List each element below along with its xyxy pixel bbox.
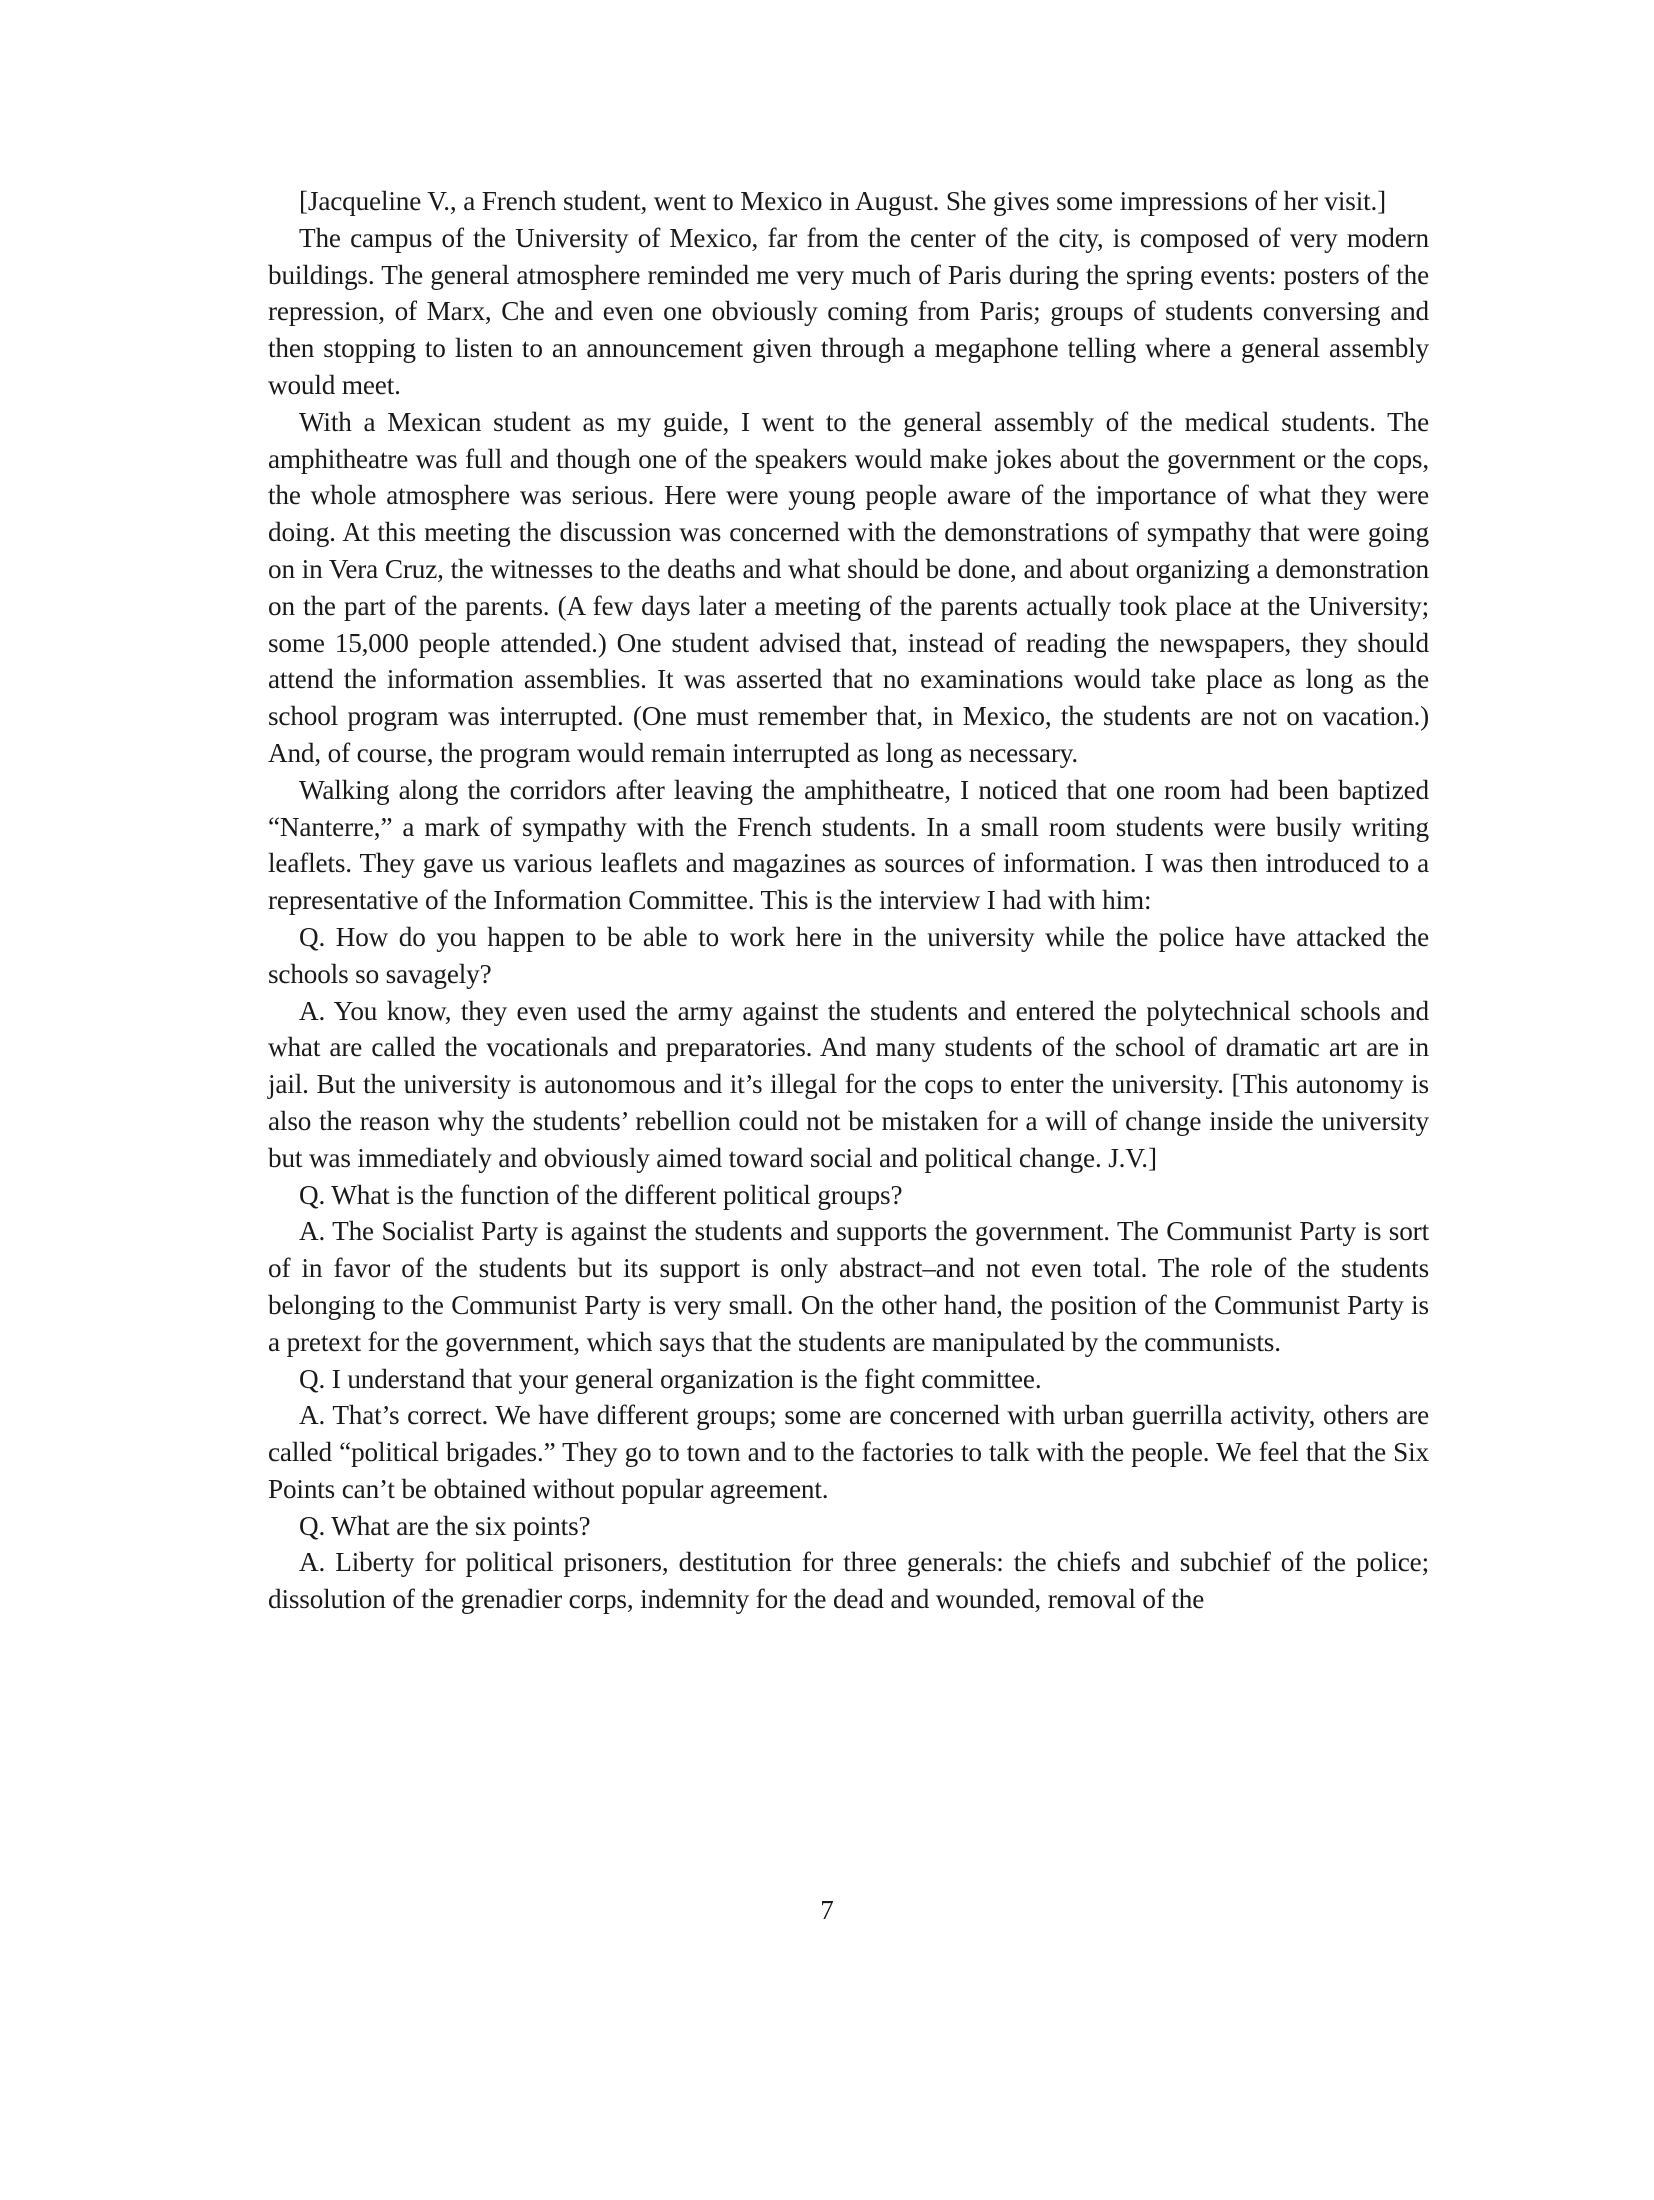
interview-answer-2: A. The Socialist Party is against the students and supports the government. The Communist Party is sort of in favor of the students but its support is only abstract–and not even total. The role of the students belonging to the Communist Party is very small. On the other hand, the position of the Communist Party is a pretext for the government, which says that the students are manipulated by the communists. (268, 1216, 1429, 1357)
interview-answer-1: A. You know, they even used the army against the students and entered the polytechnical schools and what are called the vocationals and preparatories. And many students of the school of dramatic art are in jail. But the university is autonomous and it’s illegal for the cops to enter the university. [This autonomy is also the reason why the students’ rebellion could not be mistaken for a will of change inside the university but was immediately and obviously aimed toward social and political change. J.V.] (268, 995, 1429, 1173)
interview-answer-4: A. Liberty for political prisoners, destitution for three generals: the chiefs and subchief of the police; dissolution of the grenadier corps, indemnity for the dead and wounded, removal of the (268, 1547, 1429, 1615)
general-assembly-paragraph: With a Mexican student as my guide, I went to the general assembly of the medical students. The amphitheatre was full and though one of the speakers would make jokes about the government or the cops, the whole atmosphere was serious. Here were young people aware of the importance of what they were doing. At this meeting the discussion was concerned with the demonstrations of sympathy that were going on in Vera Cruz, the witnesses to the deaths and what should be done, and about organizing a demonstration on the part of the parents. (A few days later a meeting of the parents actually took place at the University; some 15,000 people attended.) One student advised that, instead of reading the newspapers, they should attend the information assemblies. It was asserted that no examinations would take place as long as the school program was interrupted. (One must remember that, in Mexico, the students are not on vacation.) And, of course, the program would remain interrupted as long as necessary. (268, 406, 1429, 768)
interview-question-3: Q. I understand that your general organization is the fight committee. (299, 1363, 1042, 1394)
intro-note-paragraph: [Jacqueline V., a French student, went to Mexico in August. She gives some impressions of her visit.] (299, 186, 1387, 216)
corridors-paragraph: Walking along the corridors after leaving the amphitheatre, I noticed that one room had been baptized “Nanterre,” a mark of sympathy with the French students. In a small room students were busily writing leaflets. They gave us various leaflets and magazines as sources of information. I was then introduced to a representative of the Information Committee. This is the interview I had with him: (268, 774, 1429, 916)
interview-answer-3: A. That’s correct. We have different groups; some are concerned with urban guerrilla activity, others are called “political brigades.” They go to town and to the factories to talk with the people. We feel that the Six Points can’t be obtained without popular agreement. (268, 1400, 1429, 1504)
interview-question-4: Q. What are the six points? (299, 1510, 591, 1541)
interview-question-2: Q. What is the function of the different political groups? (299, 1179, 903, 1210)
document-body (268, 183, 1429, 1618)
campus-description-paragraph: The campus of the University of Mexico, far from the center of the city, is composed of very modern buildings. The general atmosphere reminded me very much of Paris during the spring events: posters of the repression, of Marx, Che and even one obviously coming from Paris; groups of students conversing and then stopping to listen to an announcement given through a megaphone telling where a general assembly would meet. (268, 222, 1429, 400)
interview-question-1: Q. How do you happen to be able to work here in the university while the police have attacked the schools so savagely? (268, 921, 1429, 989)
page-number: 7 (820, 1895, 834, 1925)
